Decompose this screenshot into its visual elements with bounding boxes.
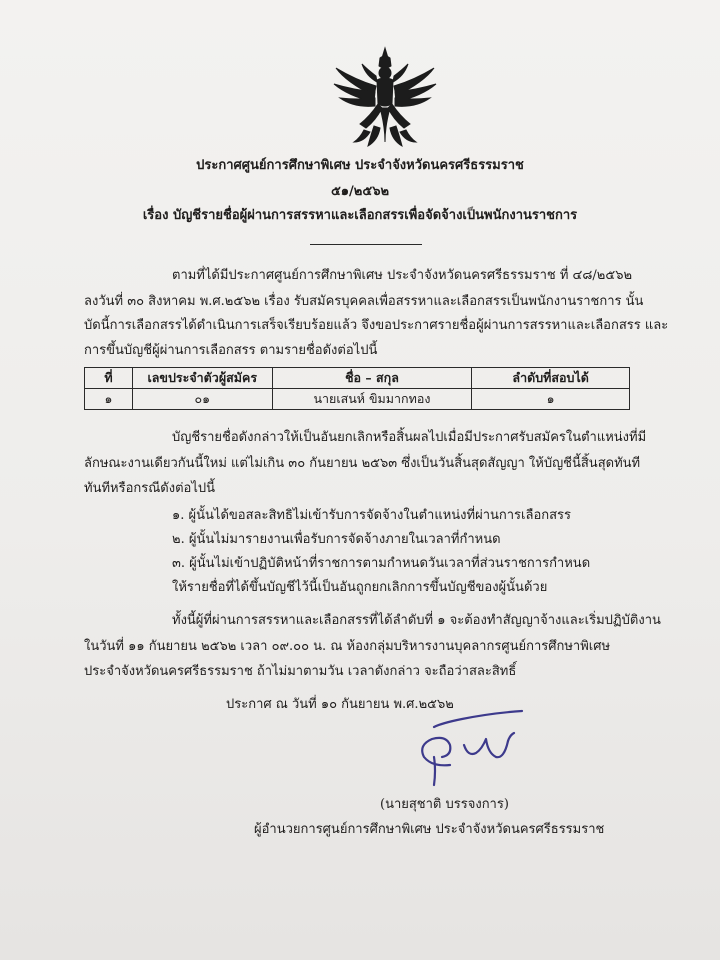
contract-line-2: ในวันที่ ๑๑ กันยายน ๒๕๖๒ เวลา ๐๙.๐๐ น. ณ ห้องกลุ่มบริหารงานบุคลากรศูนย์การศึกษาพิเศษ (84, 639, 611, 654)
cell-full-name: นายเสนห์ ขิมมากทอง (272, 389, 472, 410)
contract-line-1: ทั้งนี้ผู้ที่ผ่านการสรรหาและเลือกสรรที่ได้ลำดับที่ ๑ จะต้องทำสัญญาจ้างและเริ่มปฏิบัติงาน (172, 613, 661, 628)
cell-applicant-id: ๐๑ (132, 389, 272, 410)
title-divider (310, 244, 422, 245)
cell-rank: ๑ (472, 389, 630, 410)
intro-line-3: บัดนี้การเลือกสรรได้ดำเนินการเสร็จเรียบร้อยแล้ว จึงขอประกาศรายชื่อผู้ผ่านการสรรหาและเลือกสรร และ (84, 318, 669, 333)
header-rank: ลำดับที่สอบได้ (472, 368, 630, 389)
cell-no: ๑ (85, 389, 133, 410)
announcement-title: ประกาศศูนย์การศึกษาพิเศษ ประจำจังหวัดนครศรีธรรมราช (196, 158, 524, 173)
validity-line-3: ทันทีหรือกรณีดังต่อไปนี้ (84, 481, 216, 496)
announcement-number: ๕๑/๒๕๖๒ (330, 184, 390, 199)
header-full-name: ชื่อ – สกุล (272, 368, 472, 389)
validity-line-2: ลักษณะงานเดียวกันนี้ใหม่ แต่ไม่เกิน ๓๐ กันยายน ๒๕๖๓ ซึ่งเป็นวันสิ้นสุดสัญญา ให้บัญชีนี้สิ้นสุดทันที (84, 456, 641, 471)
condition-item-1: ๑. ผู้นั้นได้ขอสละสิทธิไม่เข้ารับการจัดจ้างในตำแหน่งที่ผ่านการเลือกสรร (172, 508, 572, 523)
handwritten-signature-icon (372, 705, 542, 795)
condition-item-3: ๓. ผู้นั้นไม่เข้าปฏิบัติหน้าที่ราชการตามกำหนดวันเวลาที่ส่วนราชการกำหนด (172, 556, 591, 571)
header-applicant-id: เลขประจำตัวผู้สมัคร (132, 368, 272, 389)
intro-line-2: ลงวันที่ ๓๐ สิงหาคม พ.ศ.๒๕๖๒ เรื่อง รับสมัครบุคคลเพื่อสรรหาและเลือกสรรเป็นพนักงานราชการ นั้น (84, 294, 644, 309)
header-no: ที่ (85, 368, 133, 389)
intro-line-1: ตามที่ได้มีประกาศศูนย์การศึกษาพิเศษ ประจำจังหวัดนครศรีธรรมราช ที่ ๔๘/๒๕๖๒ (172, 268, 633, 283)
table-header-row (85, 368, 630, 389)
validity-closing: ให้รายชื่อที่ได้ขึ้นบัญชีไว้นี้เป็นอันถูกยกเลิกการขึ้นบัญชีของผู้นั้นด้วย (172, 580, 548, 595)
signatory-name: (นายสุชาติ บรรจงการ) (380, 797, 509, 812)
announcement-subject: เรื่อง บัญชีรายชื่อผู้ผ่านการสรรหาและเลือกสรรเพื่อจัดจ้างเป็นพนักงานราชการ (142, 208, 578, 223)
contract-line-3: ประจำจังหวัดนครศรีธรรมราช ถ้าไม่มาตามวัน เวลาดังกล่าว จะถือว่าสละสิทธิ์ (84, 664, 517, 679)
signatory-position: ผู้อำนวยการศูนย์การศึกษาพิเศษ ประจำจังหวัดนครศรีธรรมราช (254, 822, 605, 837)
garuda-emblem-icon (330, 46, 440, 150)
condition-item-2: ๒. ผู้นั้นไม่มารายงานเพื่อรับการจัดจ้างภายในเวลาที่กำหนด (172, 532, 501, 547)
intro-line-4: การขึ้นบัญชีผู้ผ่านการเลือกสรร ตามรายชื่อดังต่อไปนี้ (84, 343, 378, 358)
table-row (85, 389, 630, 410)
results-table (84, 367, 630, 410)
validity-line-1: บัญชีรายชื่อดังกล่าวให้เป็นอันยกเลิกหรือสิ้นผลไปเมื่อมีประกาศรับสมัครในตำแหน่งที่มี (172, 430, 647, 445)
announcement-date: ประกาศ ณ วันที่ ๑๐ กันยายน พ.ศ.๒๕๖๒ (226, 697, 454, 712)
